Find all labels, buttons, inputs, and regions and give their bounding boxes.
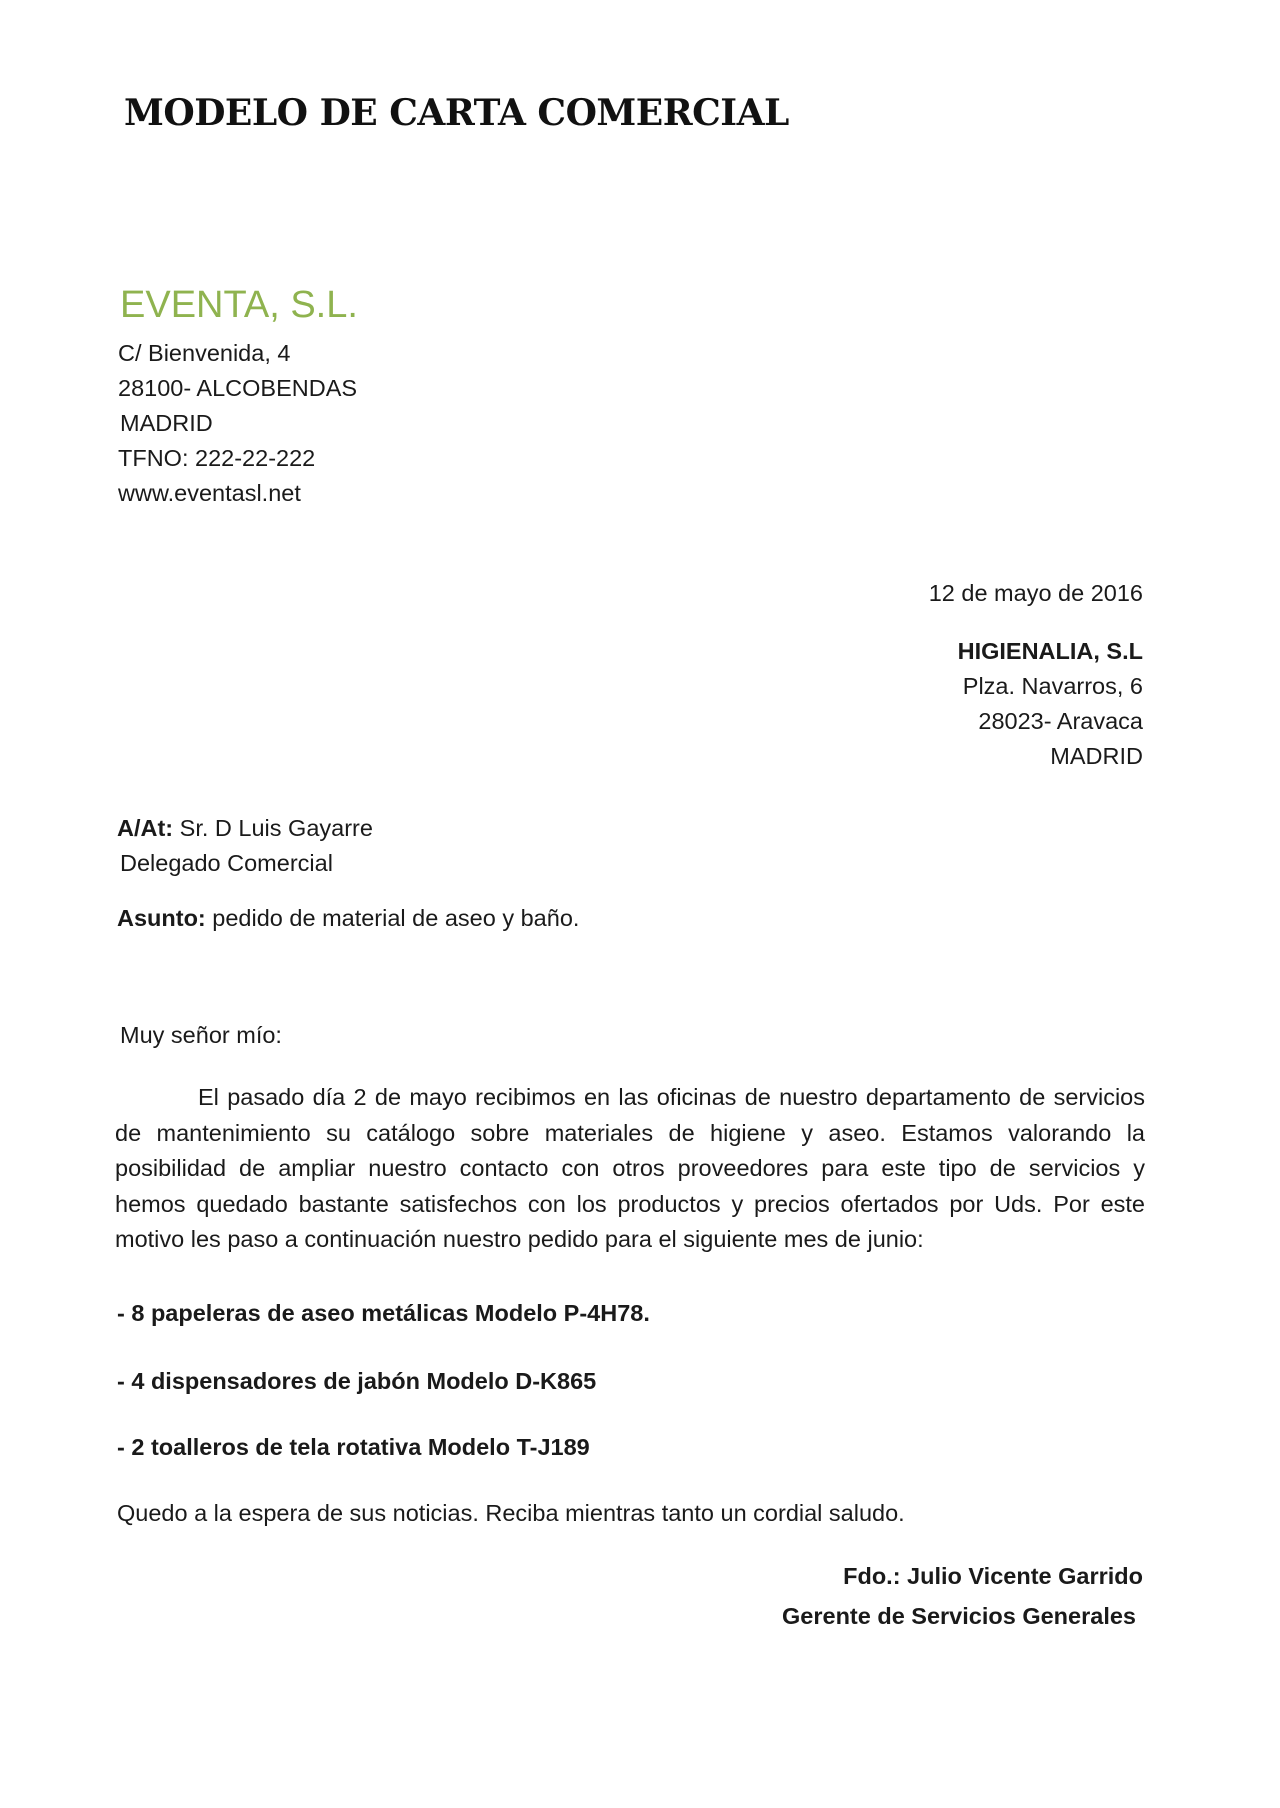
subject-label: Asunto: <box>117 905 206 931</box>
order-item: - 8 papeleras de aseo metálicas Modelo P-4H78. <box>117 1300 650 1326</box>
attention-role: Delegado Comercial <box>120 850 333 876</box>
attention-name: Sr. D Luis Gayarre <box>179 815 373 841</box>
sender-province: MADRID <box>120 410 213 436</box>
recipient-postal-city: 28023- Aravaca <box>978 708 1143 734</box>
sender-website: www.eventasl.net <box>118 480 301 506</box>
subject-text: pedido de material de aseo y baño. <box>212 905 580 931</box>
greeting: Muy señor mío: <box>120 1022 282 1048</box>
closing-sentence: Quedo a la espera de sus noticias. Reciba mientras tanto un cordial saludo. <box>117 1500 905 1526</box>
subject-line <box>117 905 579 932</box>
letter-date: 12 de mayo de 2016 <box>928 580 1143 606</box>
body-line: posibilidad de ampliar nuestro contacto con otros proveedores para este tipo de servicios y <box>115 1155 1145 1181</box>
recipient-address: Plza. Navarros, 6 <box>962 673 1143 699</box>
body-line: El pasado día 2 de mayo recibimos en las oficinas de nuestro departamento de servicios <box>198 1084 1145 1110</box>
attention-label: A/At: <box>117 815 174 841</box>
sender-postal-city: 28100- ALCOBENDAS <box>118 375 358 401</box>
order-item: - 2 toalleros de tela rotativa Modelo T-J189 <box>117 1434 590 1460</box>
sender-phone: TFNO: 222-22-222 <box>118 445 316 471</box>
sender-address: C/ Bienvenida, 4 <box>118 340 291 366</box>
signature-name: Fdo.: Julio Vicente Garrido <box>843 1563 1143 1589</box>
body-line: hemos quedado bastante satisfechos con los productos y precios ofertados por Uds. Por este <box>115 1190 1145 1217</box>
signature-role: Gerente de Servicios Generales <box>782 1603 1136 1629</box>
body-paragraph <box>115 1080 1145 1258</box>
attention-line <box>117 815 373 842</box>
order-item: - 4 dispensadores de jabón Modelo D-K865 <box>117 1368 597 1394</box>
body-line: motivo les paso a continuación nuestro pedido para el siguiente mes de junio: <box>115 1226 924 1252</box>
sender-company-name: EVENTA, S.L. <box>120 284 358 326</box>
recipient-company-name: HIGIENALIA, S.L <box>957 638 1143 664</box>
document-title: MODELO DE CARTA COMERCIAL <box>124 92 789 134</box>
body-line: de mantenimiento su catálogo sobre materiales de higiene y aseo. Estamos valorando la <box>115 1119 1145 1146</box>
recipient-province: MADRID <box>1050 743 1143 769</box>
